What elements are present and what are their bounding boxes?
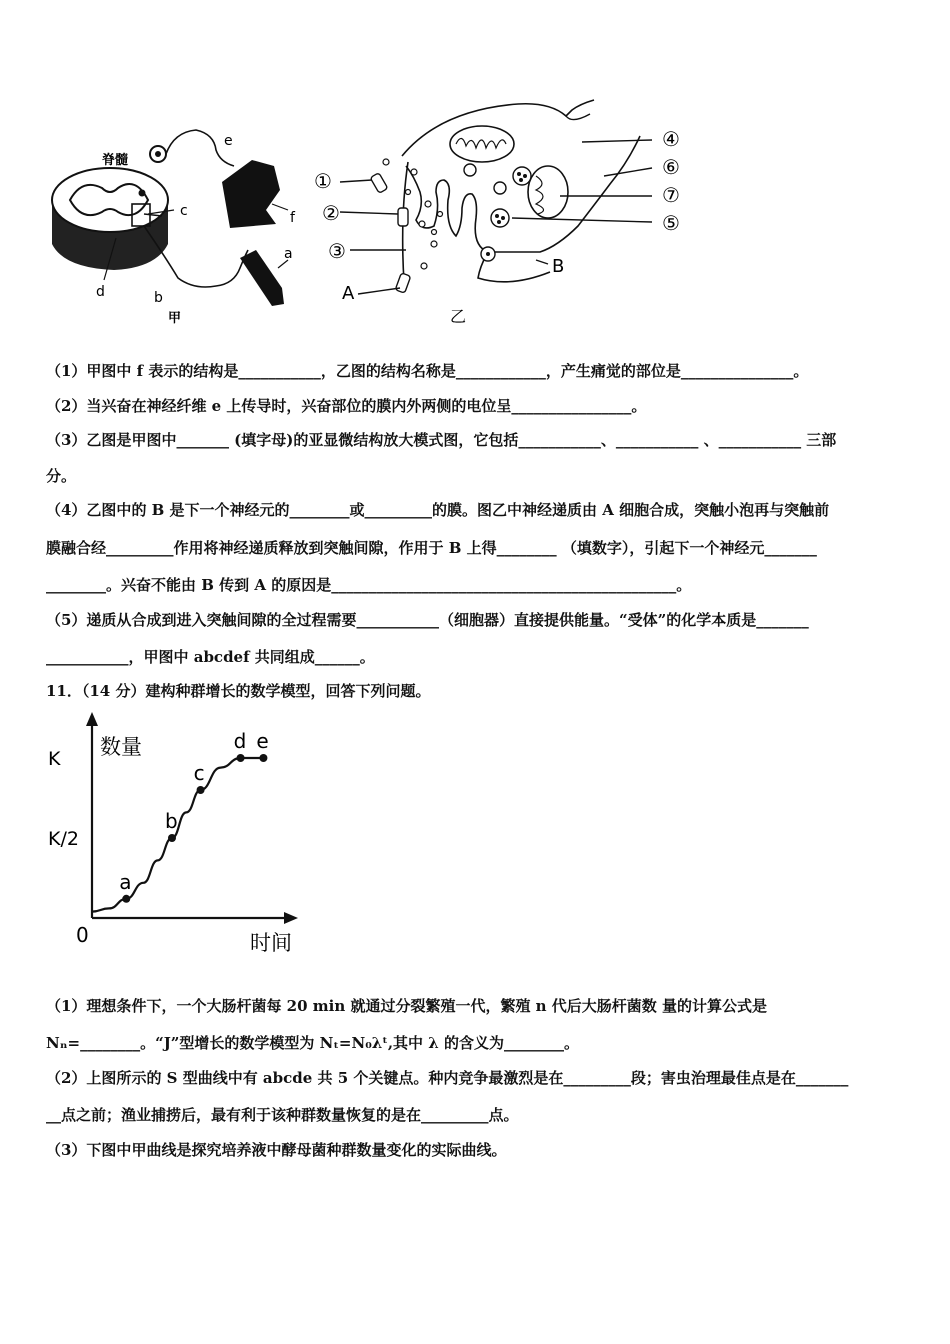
- effector-f-drawing: [222, 160, 280, 228]
- y-tick-label: K: [48, 748, 61, 770]
- label-e: e: [224, 133, 233, 149]
- point-e: [259, 754, 267, 762]
- caption-jia: 甲: [168, 311, 182, 326]
- spinal-cord-drawing: [52, 168, 168, 270]
- q11-header-text: 11．（14 分）建构种群增长的数学模型，回答下列问题。: [46, 682, 431, 700]
- q10-part4-line3: ________。兴奋不能由 B 传到 A 的原因是______________________________________________。: [46, 576, 692, 594]
- point-label-a: a: [119, 869, 132, 894]
- num-4: ④: [662, 127, 680, 151]
- label-A: A: [342, 283, 355, 304]
- y-axis-arrow: [86, 712, 98, 726]
- q10-part4-line2: 膜融合经_________作用将神经递质释放到突触间隙，作用于 B 上得________ （填数字），引起下一个神经元_______: [46, 539, 817, 557]
- point-b: [168, 834, 176, 842]
- q10-part2: （2）当兴奋在神经纤维 e 上传导时，兴奋部位的膜内外两侧的电位呈________________。: [46, 397, 647, 415]
- point-a: [122, 895, 130, 903]
- figure-yi: [310, 96, 710, 332]
- num-3: ③: [328, 239, 346, 263]
- num-5: ⑤: [662, 211, 680, 235]
- point-label-d: d: [233, 729, 247, 753]
- label-d: d: [96, 284, 105, 300]
- q10-part5-line1: （5）递质从合成到进入突触间隙的全过程需要___________（细胞器）直接提供能量。“受体”的化学本质是_______: [46, 611, 809, 629]
- q11-part1-line1: （1）理想条件下，一个大肠杆菌每 20 min 就通过分裂繁殖一代，繁殖 n 代后大肠杆菌数 量的计算公式是: [46, 997, 768, 1015]
- label-B: B: [552, 256, 565, 277]
- num-7: ⑦: [662, 183, 680, 207]
- point-d: [237, 754, 245, 762]
- q10-part3-line1: （3）乙图是甲图中_______ (填字母)的亚显微结构放大模式图，它包括___________、___________ 、___________ 三部: [46, 431, 837, 449]
- growth-curve: [92, 758, 263, 912]
- point-c: [197, 786, 205, 794]
- receptor-a-drawing: [240, 250, 284, 306]
- x-axis-label: 时间: [250, 931, 292, 955]
- num-6: ⑥: [662, 155, 680, 179]
- label-b: b: [154, 290, 163, 306]
- q10-part5-line2: ___________，甲图中 abcdef 共同组成______。: [46, 648, 375, 666]
- q11-header: [46, 681, 910, 701]
- q11-part1-line2: Nₙ=________。“J”型增长的数学模型为 Nₜ=N₀λᵗ,其中 λ 的含义为________。: [46, 1034, 580, 1052]
- q11-part2-line1: （2）上图所示的 S 型曲线中有 abcde 共 5 个关键点。种内竞争最激烈是在_________段；害虫治理最佳点是在_______: [46, 1069, 849, 1087]
- q10-part4-line1: （4）乙图中的 B 是下一个神经元的________或_________的膜。图乙中神经递质由 A 细胞合成，突触小泡再与突触前: [46, 501, 830, 519]
- num-1: ①: [314, 169, 332, 193]
- y-axis-label: 数量: [100, 735, 142, 759]
- x-axis-arrow: [284, 912, 298, 924]
- point-label-c: c: [193, 761, 205, 785]
- label-c: c: [180, 203, 188, 219]
- label-a: a: [284, 246, 293, 262]
- figure-jia: [44, 118, 314, 334]
- q11-part2-line2: __点之前；渔业捕捞后，最有利于该种群数量恢复的是在_________点。: [46, 1106, 519, 1124]
- q10-part1: （1）甲图中 f 表示的结构是___________，乙图的结构名称是____________，产生痛觉的部位是_______________。: [46, 362, 809, 380]
- s-curve-chart: [44, 706, 314, 962]
- label-spinal-cord: 脊髓: [102, 153, 129, 168]
- y-tick-label: K/2: [48, 828, 79, 850]
- q11-part3: （3）下图中甲曲线是探究培养液中酵母菌种群数量变化的实际曲线。: [46, 1141, 507, 1159]
- caption-yi: 乙: [450, 307, 467, 326]
- point-label-e: e: [256, 729, 269, 753]
- point-label-b: b: [165, 809, 178, 833]
- label-f: f: [290, 210, 295, 226]
- num-2: ②: [322, 201, 340, 225]
- q10-part3-line2: 分。: [46, 467, 77, 485]
- origin-label: 0: [76, 923, 89, 947]
